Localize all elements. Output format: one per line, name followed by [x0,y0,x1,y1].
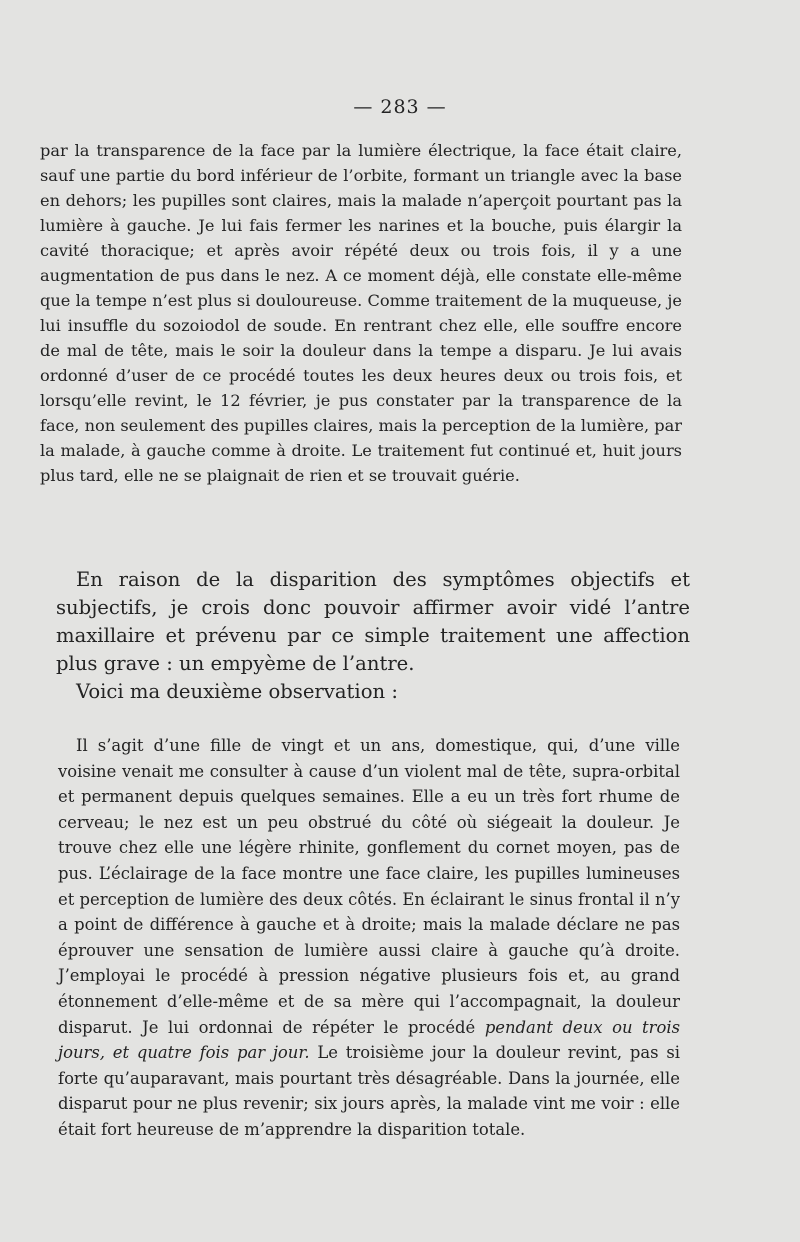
observation-one-continuation [40,138,682,488]
observation-two-text-start: Il s’agit d’une fille de vingt et un ans, domestique, qui, d’une ville voisine venait me consulter à cause d’un violent mal de tête, supra-orbital et permanent depuis quelques semaines. Elle a eu un très fort rhume de cerveau; le nez est un peu obstrué du côté où siégeait la douleur. Je trouve chez elle une légère rhinite, gonflement du cornet moyen, pas de pus. L’éclairage de la face montre une face claire, les pupilles lumineuses et perception de lumière des deux côtés. En éclairant le sinus frontal il n’y a point de différence à gauche et à droite; mais la malade déclare ne pas éprouver une sensation de lumière aussi claire à gauche qu’à droite. J’employai le procédé à pression négative plusieurs fois et, au grand étonnement d’elle-même et de sa mère qui l’accompagnait, la douleur disparut. Je lui ordonnai de répéter le procédé [58,736,680,1037]
observation-two-text-end: Le troisième jour la douleur revint, pas si forte qu’auparavant, mais pourtant très désagréable. Dans la journée, elle disparut pour ne plus revenir; six jours après, la malade vint me voir : elle était fort heureuse de m’apprendre la disparition totale. [58,1043,681,1139]
observation-two [58,733,680,1143]
paragraph-transparence: par la transparence de la face par la lumière électrique, la face était claire, sauf une partie du bord inférieur de l’orbite, formant un triangle avec la base en dehors; les pupilles sont claires, mais la malade n’aperçoit pourtant pas la lumière à gauche. Je lui fais fermer les narines et la bouche, puis élargir la cavité thoracique; et après avoir répété deux ou trois fois, il y a une augmentation de pus dans le nez. A ce moment déjà, elle constate elle-même que la tempe n’est plus si douloureuse. Comme traitement de la muqueuse, je lui insuffle du sozoiodol de soude. En rentrant chez elle, elle souffre encore de mal de tête, mais le soir la douleur dans la tempe a disparu. Je lui avais ordonné d’user de ce procédé toutes les deux heures deux ou trois fois, et lorsqu’elle revint, le 12 février, je pus constater par la transparence de la face, non seulement des pupilles claires, mais la perception de la lumière, par la malade, à gauche comme à droite. Le traitement fut continué et, huit jours plus tard, elle ne se plaignait de rien et se trouvait guérie. [40,141,682,485]
observation-two-italic: pendant deux ou trois jours, et quatre fois par jour. [58,1017,680,1063]
page-number: — 283 — [353,96,447,118]
main-text [56,566,690,706]
paragraph-second-observation-intro: Voici ma deuxième observation : [76,680,398,703]
paragraph-observation-two [58,733,680,1143]
paragraph-conclusion: En raison de la disparition des symptômes objectifs et subjectifs, je crois donc pouvoir affirmer avoir vidé l’antre maxillaire et prévenu par ce simple traitement une affection plus grave : un empyème de l’antre. [56,568,690,675]
